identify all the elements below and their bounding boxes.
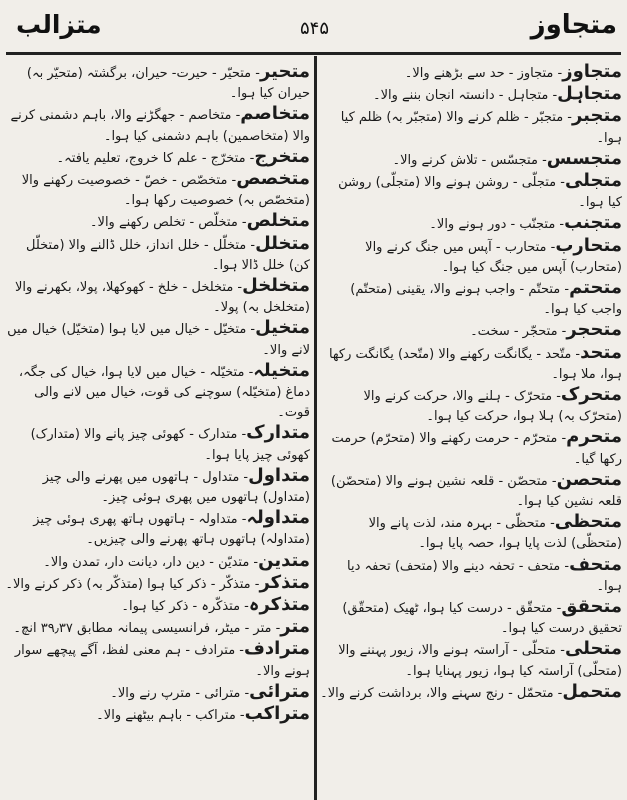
- dictionary-entry: [4, 508, 310, 550]
- entry-definition: - متّحد - یگانگت رکھنے والا (متّحد) یگانگت رکھا ہوا، ملا ہوا۔: [328, 346, 622, 382]
- dictionary-entry: [4, 62, 310, 104]
- entry-headword: متجنب: [564, 212, 622, 234]
- entry-headword: متحصن: [556, 468, 622, 490]
- entry-headword: متخلل: [255, 232, 310, 254]
- entry-definition: - متحف - تحفہ دینے والا (متحف) تحفہ دیا ہوا۔: [347, 558, 622, 594]
- entry-definition: - متحمّل - رنج سہنے والا، برداشت کرنے والا۔: [320, 685, 563, 701]
- entry-definition: - متحرّک - ہلنے والا، حرکت کرنے والا (متحرّک بہ) ہلا ہوا، حرکت کیا ہوا۔: [363, 389, 622, 425]
- dictionary-entry: [4, 573, 310, 595]
- dictionary-entry: [4, 617, 310, 639]
- dictionary-entry: [320, 171, 622, 213]
- entry-definition: - متحجّر - سخت۔: [470, 324, 567, 340]
- entry-headword: متجلی: [564, 170, 622, 192]
- dictionary-entry: [320, 639, 622, 681]
- entry-definition: - متجلّی - روشن ہونے والا (متجلّی) روشن کیا ہوا۔: [338, 175, 622, 211]
- entry-headword: متحقق: [561, 596, 622, 618]
- entry-headword: مترائی: [249, 680, 310, 702]
- dictionary-entry: [4, 466, 310, 508]
- entry-headword: متحرک: [560, 384, 622, 406]
- entry-definition: - متذکّر - ذکر کیا ہوا (متذکّر بہ) ذکر کرنے والا۔: [5, 576, 260, 592]
- dictionary-entry: [320, 343, 622, 385]
- entry-headword: متجبر: [571, 105, 622, 127]
- dictionary-entry: [320, 213, 622, 235]
- entry-definition: - متحیّر - حیرت- حیران، برگشتہ (متحیّر بہ) حیران کیا ہوا۔: [26, 66, 310, 102]
- dictionary-entry: [320, 555, 622, 597]
- dictionary-entry: [4, 276, 310, 318]
- entry-headword: متخصص: [236, 168, 310, 190]
- dictionary-entry: [320, 427, 622, 469]
- entry-headword: متذکر: [259, 571, 310, 593]
- entry-definition: - متحقّق - درست کیا ہوا، ٹھیک (متحقّق) تحقیق درست کیا ہوا۔: [342, 601, 622, 637]
- entry-definition: - متجنّب - دور ہونے والا۔: [429, 217, 565, 233]
- entry-headword: متحتم: [569, 277, 622, 299]
- dictionary-entry: [4, 104, 310, 146]
- entry-headword: متداولہ: [246, 507, 310, 529]
- header-right-title: متجاوز: [530, 10, 617, 40]
- dictionary-entry: [320, 682, 622, 704]
- entry-headword: متدارک: [246, 422, 310, 444]
- entry-headword: متذکرہ: [248, 594, 310, 616]
- dictionary-entry: [4, 423, 310, 465]
- header-left-title: متزالب: [16, 10, 102, 39]
- dictionary-entry: [4, 318, 310, 360]
- dictionary-entry: [4, 551, 310, 573]
- column-divider: [314, 56, 317, 800]
- dictionary-entry: [320, 385, 622, 427]
- entry-headword: متخیلہ: [253, 359, 310, 381]
- dictionary-entry: [4, 595, 310, 617]
- entry-definition: - متذکّرہ - ذکر کیا ہوا۔: [121, 599, 249, 615]
- left-column: [4, 62, 310, 726]
- dictionary-entry: [320, 62, 622, 84]
- page-number: ۵۴۵: [300, 18, 330, 39]
- right-column: [320, 62, 622, 704]
- entry-definition: - متحصّن - قلعہ نشین ہونے والا (متحصّن) قلعہ نشین کیا ہوا۔: [330, 473, 622, 510]
- entry-definition: - متجاہل - دانستہ انجان بننے والا۔: [372, 88, 558, 104]
- dictionary-entry: [320, 470, 622, 512]
- entry-headword: متحیر: [259, 61, 310, 82]
- entry-definition: - متحرّم - حرمت رکھنے والا (متحرّم) حرمت رکھا گیا۔: [331, 431, 622, 467]
- entry-definition: - متحلّی - آراستہ ہونے والا، زیور پہننے والا (متحلّی) آراستہ کیا ہوا، زیور پہنایا ہوا۔: [338, 643, 622, 679]
- page-header: [0, 6, 627, 46]
- entry-headword: متداول: [248, 464, 310, 486]
- dictionary-entry: [320, 149, 622, 171]
- entry-definition: - مترائی - مترپ رنے والا۔: [110, 685, 250, 701]
- entry-headword: متحد: [580, 341, 622, 363]
- entry-headword: مترادف: [243, 638, 310, 660]
- entry-definition: - متجسّس - تلاش کرنے والا۔: [392, 152, 547, 168]
- entry-definition: - متجاوز - حد سے بڑھنے والا۔: [404, 66, 563, 81]
- dictionary-entry: [4, 169, 310, 211]
- entry-definition: - متخلخل - خلخ - کھوکھلا، پولا، بکھرنے والا (متخلخل بہ) پولا۔: [14, 280, 310, 316]
- entry-definition: - متداولہ - ہاتھوں ہاتھ پھری ہوئی چیز (متداولہ) ہاتھوں ہاتھ پھرنے والی چیزیں۔: [33, 512, 310, 548]
- entry-definition: - متجبّر - ظلم کرنے والا (متجبّر بہ) ظلم کیا ہوا۔: [340, 110, 622, 146]
- dictionary-entry: [4, 639, 310, 681]
- entry-headword: متجسس: [546, 147, 622, 169]
- dictionary-entry: [320, 84, 622, 106]
- entry-headword: متراکب: [244, 703, 310, 725]
- entry-headword: متخلص: [246, 210, 310, 232]
- dictionary-entry: [4, 147, 310, 169]
- entry-headword: متحظی: [554, 511, 622, 533]
- entry-headword: متخاصم: [240, 103, 310, 125]
- entry-definition: - متدیّن - دین دار، دیانت دار، تمدن والا۔: [43, 554, 259, 570]
- entry-definition: - متخلّل - خلل انداز، خلل ڈالنے والا (متخلّل کن) خلل ڈالا ہوا۔: [26, 237, 310, 273]
- entry-headword: متجاہل: [557, 83, 622, 105]
- dictionary-entry: [320, 106, 622, 148]
- entry-headword: متدین: [258, 549, 310, 571]
- entry-definition: - متحتّم - واجب ہونے والا، یقینی (متحتّم) واجب کیا ہوا۔: [350, 282, 622, 318]
- entry-definition: - متر - میٹر، فرانسیسی پیمانہ مطابق ۳۹٫۳۷ انچ۔: [13, 621, 281, 637]
- entry-definition: - متداول - ہاتھوں میں پھرنے والی چیز (متداول) ہاتھوں میں پھری ہوئی چیز۔: [42, 469, 310, 506]
- entry-definition: - متحظّی - بہرہ مند، لذت پانے والا (متحظّی) لذت پایا ہوا، حصہ پایا ہوا۔: [368, 516, 622, 552]
- entry-definition: - متخاصم - جھگڑنے والا، باہم دشمنی کرنے والا (متخاصمین) باہم دشمنی کیا ہوا۔: [10, 108, 310, 144]
- entry-headword: متحرم: [566, 426, 622, 448]
- entry-definition: - متخرّج - علم کا خروج، تعلیم یافتہ۔: [56, 150, 255, 166]
- entry-headword: متخیل: [255, 317, 310, 339]
- dictionary-entry: [320, 512, 622, 554]
- entry-headword: متر: [280, 616, 310, 638]
- dictionary-entry: [4, 211, 310, 233]
- entry-definition: - متراکب - باہم بیٹھنے والا۔: [96, 708, 245, 724]
- entry-definition: - متدارک - کھوئی چیز پانے والا (متدارک) کھوئی چیز پایا ہوا۔: [30, 427, 310, 463]
- entry-definition: - متخیّل - خیال میں لایا ہوا (متخیّل) خیال میں لانے والا۔: [7, 322, 310, 358]
- dictionary-entry: [4, 682, 310, 704]
- entry-headword: متحلی: [564, 638, 622, 660]
- entry-definition: - متحارب - آپس میں جنگ کرنے والا (متحارب) آپس میں جنگ کیا ہوا۔: [365, 239, 622, 275]
- dictionary-entry: [320, 320, 622, 342]
- entry-headword: متحارب: [555, 234, 622, 256]
- entry-definition: - متخیّلہ - خیال میں لایا ہوا، خیال کی جگہ، دماغ (متخیّلہ) سوچنے کی قوت، خیال میں لانے والی قوت۔: [18, 364, 310, 421]
- entry-headword: متحمل: [562, 680, 622, 702]
- dictionary-entry: [4, 234, 310, 276]
- entry-headword: متخلخل: [242, 275, 310, 297]
- entry-definition: - متخصّص - خصّ - خصوصیت رکھنے والا (متخصّص بہ) خصوصیت رکھا ہوا۔: [21, 173, 310, 209]
- dictionary-entry: [320, 236, 622, 278]
- entry-headword: متحجر: [566, 319, 622, 341]
- entry-headword: متخرج: [254, 145, 310, 167]
- dictionary-entry: [320, 597, 622, 639]
- header-rule: [6, 52, 621, 55]
- entry-definition: - مترادف - ہم معنی لفظ، آگے پیچھے سوار ہونے والا۔: [14, 643, 310, 679]
- dictionary-entry: [4, 361, 310, 424]
- entry-definition: - متخلّص - تخلص رکھنے والا۔: [89, 215, 247, 231]
- entry-headword: متجاوز: [562, 61, 622, 82]
- dictionary-entry: [320, 278, 622, 320]
- entry-headword: متحف: [569, 553, 622, 575]
- dictionary-entry: [4, 704, 310, 726]
